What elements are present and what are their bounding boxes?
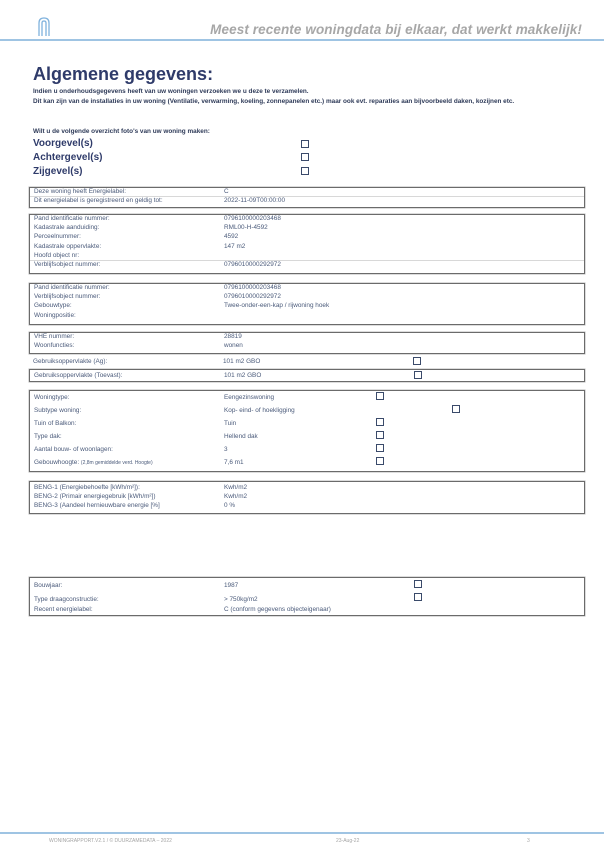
row-label: Woningpositie: <box>34 311 76 319</box>
row-label: Deze woning heeft Energielabel: <box>34 188 127 195</box>
photo-item-label: Zijgevel(s) <box>33 166 83 177</box>
beng-box <box>29 481 585 514</box>
table-row <box>30 456 584 469</box>
table-row <box>30 493 584 502</box>
table-row <box>30 342 584 351</box>
row-label: BENG-3 (Aandeel hernieuwbare energie [%] <box>34 502 160 510</box>
row-value: 0796010000292972 <box>224 293 281 301</box>
row-label <box>34 459 153 466</box>
row-label: Subtype woning: <box>34 407 82 414</box>
row-label: BENG-2 (Primair energiegebruik [kWh/m²]) <box>34 493 156 501</box>
footer-copyright: WONINGRAPPORT.V2.1 / © DUURZAMEDATA – 2022 <box>49 838 172 844</box>
row-label: Gebruiksoppervlakte (Toevast): <box>34 372 123 379</box>
row-value: 101 m2 GBO <box>223 358 261 365</box>
row-label: Type draagconstructie: <box>34 596 99 603</box>
row-value: C (conform gegevens objecteigenaar) <box>224 606 331 613</box>
bouw-box <box>29 577 585 616</box>
row-value: 0796100000203468 <box>224 215 281 222</box>
gebruiksoppervlakte-ag-checkbox[interactable] <box>413 357 421 365</box>
row-value: 147 m2 <box>224 242 246 250</box>
row-label: Pand identificatie nummer: <box>34 284 110 291</box>
gebouw-box <box>29 283 585 325</box>
row-label: Recent energielabel: <box>34 606 93 613</box>
type-dak-checkbox[interactable] <box>376 431 384 439</box>
voorgevel-checkbox[interactable] <box>301 140 309 148</box>
photo-question: Wilt u de volgende overzicht foto's van uw woning maken: <box>33 128 210 135</box>
row-value: Hellend dak <box>224 433 258 440</box>
row-value: Tuin <box>224 420 237 427</box>
photo-item-zijgevel <box>33 166 82 177</box>
row-label: Woningtype: <box>34 394 70 401</box>
row-value: 0 % <box>224 502 236 510</box>
row-value: wonen <box>224 342 243 350</box>
energielabel-box <box>29 187 585 208</box>
building-arch-logo-icon <box>37 17 51 36</box>
row-label: Dit energielabel is geregistreerd en geldig tot: <box>34 197 163 205</box>
table-row <box>30 370 584 381</box>
table-row <box>30 484 584 493</box>
row-label: Perceelnummer: <box>34 233 81 241</box>
table-row <box>30 284 584 293</box>
achtergevel-checkbox[interactable] <box>301 153 309 161</box>
tuin-balkon-checkbox[interactable] <box>376 418 384 426</box>
photo-item-label: Achtergevel(s) <box>33 152 103 163</box>
table-row <box>30 404 584 417</box>
footer-divider <box>0 832 604 834</box>
row-value: 0796010000292972 <box>224 260 281 268</box>
row-value: RML00-H-4592 <box>224 224 268 232</box>
bouwlagen-checkbox[interactable] <box>376 444 384 452</box>
energielabel-valid-row <box>30 197 584 206</box>
table-row <box>30 312 584 321</box>
row-value: 101 m2 GBO <box>224 372 262 379</box>
row-label: Aantal bouw- of woonlagen: <box>34 446 113 453</box>
row-label: Verblijfsobject nummer: <box>34 293 101 301</box>
table-row <box>30 391 584 404</box>
row-value: Kwh/m2 <box>224 484 248 491</box>
row-value: C <box>224 188 229 195</box>
row-value: 4592 <box>224 233 239 241</box>
intro-line-1: Indien u onderhoudsgegevens heeft van uw woningen verzoeken we u deze te verzamelen. <box>33 88 309 95</box>
page-header <box>0 0 604 44</box>
row-label: Hoofd object nr: <box>34 251 80 259</box>
table-row <box>30 502 584 511</box>
zijgevel-checkbox[interactable] <box>301 167 309 175</box>
page-title: Algemene gegevens: <box>33 64 214 84</box>
row-value: 1987 <box>224 582 239 589</box>
row-value: 7,6 m1 <box>224 459 244 466</box>
table-row <box>30 578 584 591</box>
row-label: Pand identificatie nummer: <box>34 215 110 222</box>
draagconstructie-checkbox[interactable] <box>414 593 422 601</box>
table-row <box>30 224 584 233</box>
header-divider <box>0 39 604 41</box>
footer-page-number: 3 <box>527 838 530 844</box>
table-row <box>30 443 584 456</box>
intro-text <box>33 87 578 106</box>
row-value: 3 <box>224 446 228 453</box>
intro-line-2: Dit kan zijn van de installaties in uw woning (Ventilatie, verwarming, koeling, zonnepanelen etc.) maar ook evt. reparaties aan bijvoorbeeld daken, kozijnen etc. <box>33 97 515 105</box>
row-label: Type dak: <box>34 433 62 440</box>
gebruiksoppervlakte-ag-row <box>29 356 585 367</box>
row-value: 2022-11-09T00:00:00 <box>224 197 285 205</box>
bouwjaar-checkbox[interactable] <box>414 580 422 588</box>
table-row <box>30 604 584 613</box>
table-row <box>30 333 584 342</box>
gebouwhoogte-checkbox[interactable] <box>376 457 384 465</box>
row-value: 0796100000203468 <box>224 284 281 291</box>
row-label: Kadastrale aanduiding: <box>34 224 100 232</box>
woningtype-checkbox[interactable] <box>376 392 384 400</box>
photo-item-achtergevel <box>33 152 102 163</box>
gebruiksoppervlakte-toevast-box <box>29 369 585 382</box>
subtype-woning-checkbox[interactable] <box>452 405 460 413</box>
header-tagline: Meest recente woningdata bij elkaar, dat werkt makkelijk! <box>210 22 582 37</box>
photo-item-voorgevel <box>33 138 93 149</box>
kadaster-box <box>29 214 585 274</box>
row-label: Gebruiksoppervlakte (Ag): <box>33 358 108 365</box>
table-row <box>30 233 584 242</box>
row-label: Kadastrale oppervlakte: <box>34 242 102 250</box>
row-label: Verblijfsobject nummer: <box>34 260 101 268</box>
table-row <box>30 215 584 224</box>
row-value: 28819 <box>224 333 242 340</box>
row-label: Bouwjaar: <box>34 582 63 589</box>
photo-item-label: Voorgevel(s) <box>33 138 93 149</box>
row-value: Twee-onder-een-kap / rijwoning hoek <box>224 302 330 310</box>
row-label: VHE nummer: <box>34 333 75 340</box>
table-row <box>30 430 584 443</box>
gebouwhoogte-label: Gebouwhoogte: <box>34 459 80 466</box>
table-row <box>30 252 584 261</box>
table-row <box>30 293 584 302</box>
row-value: Kop- eind- of hoekligging <box>224 407 295 414</box>
table-row <box>30 243 584 252</box>
table-row <box>30 417 584 430</box>
row-value: Eengezinswoning <box>224 394 275 401</box>
table-row <box>30 591 584 604</box>
vhe-box <box>29 332 585 354</box>
row-label: Woonfuncties: <box>34 342 75 350</box>
gebouwhoogte-note: (2,8m gemiddelde verd. Hoogte) <box>80 460 153 466</box>
footer-date: 23-Aug-22 <box>336 838 360 844</box>
row-value: Kwh/m2 <box>224 493 248 501</box>
energielabel-row <box>30 188 584 197</box>
table-row <box>30 302 584 311</box>
row-label: BENG-1 (Energiebehoefte [kWh/m²]): <box>34 484 140 491</box>
row-value: > 750kg/m2 <box>224 596 258 603</box>
woning-box <box>29 390 585 472</box>
row-label: Tuin of Balkon: <box>34 420 77 427</box>
gebruiksoppervlakte-toevast-checkbox[interactable] <box>414 371 422 379</box>
table-row <box>30 261 584 270</box>
row-label: Gebouwtype: <box>34 302 72 310</box>
